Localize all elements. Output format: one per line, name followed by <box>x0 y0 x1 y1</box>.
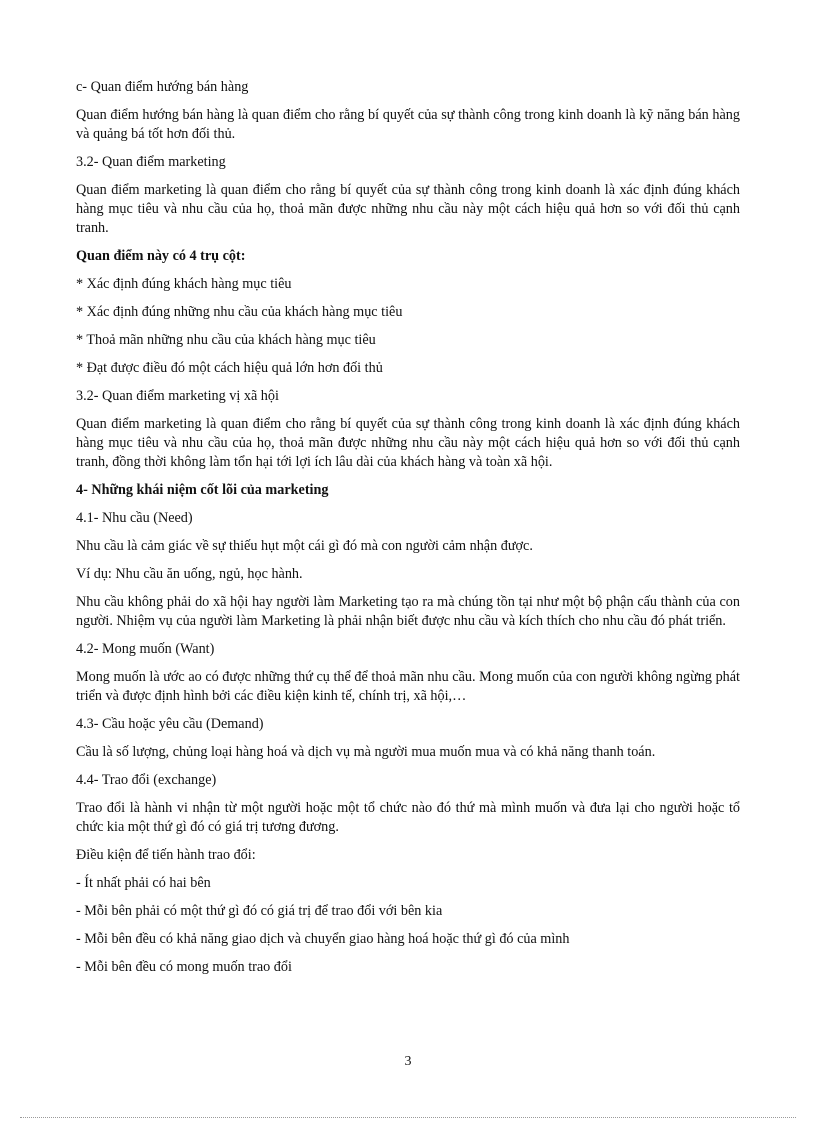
list-item: - Ít nhất phải có hai bên <box>76 875 211 891</box>
body-paragraph: Trao đổi là hành vi nhận từ một người hoặc một tổ chức nào đó thứ mà mình muốn và đưa lại cho người hoặc tổ chức kia một thứ gì đó có giá trị tương đương. <box>76 800 740 835</box>
example-line: Ví dụ: Nhu cầu ăn uống, ngủ, học hành. <box>76 566 303 582</box>
bullet-item: * Xác định đúng khách hàng mục tiêu <box>76 276 292 292</box>
body-paragraph: Nhu cầu không phải do xã hội hay người làm Marketing tạo ra mà chúng tồn tại như một bộ phận cấu thành của con người. Nhiệm vụ của người làm Marketing là phải nhận biết được nhu cầu và kích thích cho nhu cầu đó phát triển. <box>76 594 740 629</box>
page-bottom-divider <box>20 1117 796 1118</box>
bullet-item: * Thoả mãn những nhu cầu của khách hàng mục tiêu <box>76 332 376 348</box>
bold-heading: Quan điểm này có 4 trụ cột: <box>76 248 246 264</box>
list-item: - Mỗi bên đều có khả năng giao dịch và chuyển giao hàng hoá hoặc thứ gì đó của mình <box>76 931 570 947</box>
page-number: 3 <box>404 1054 412 1069</box>
subsection-heading: 3.2- Quan điểm marketing <box>76 154 226 170</box>
bullet-item: * Đạt được điều đó một cách hiệu quả lớn hơn đối thủ <box>76 360 383 376</box>
section-heading: 4- Những khái niệm cốt lõi của marketing <box>76 482 329 498</box>
body-paragraph: Quan điểm hướng bán hàng là quan điểm cho rằng bí quyết của sự thành công trong kinh doanh là kỹ năng bán hàng và quảng bá tốt hơn đối thủ. <box>76 107 740 142</box>
body-paragraph: Quan điểm marketing là quan điểm cho rằng bí quyết của sự thành công trong kinh doanh là xác định đúng khách hàng mục tiêu và nhu cầu của họ, thoả mãn được những nhu cầu này một cách hiệu quả hơn so với đối thủ cạnh tranh. <box>76 182 740 236</box>
list-item: - Mỗi bên phải có một thứ gì đó có giá trị để trao đổi với bên kia <box>76 903 443 919</box>
subsection-heading: 4.1- Nhu cầu (Need) <box>76 510 193 526</box>
body-paragraph: Quan điểm marketing là quan điểm cho rằng bí quyết của sự thành công trong kinh doanh là xác định đúng khách hàng mục tiêu và nhu cầu của họ, thoả mãn được những nhu cầu này một cách hiệu quả hơn so với đối thủ cạnh tranh, đồng thời không làm tổn hại tới lợi ích lâu dài của khách hàng và toàn xã hội. <box>76 416 740 470</box>
body-paragraph: Cầu là số lượng, chủng loại hàng hoá và dịch vụ mà người mua muốn mua và có khả năng thanh toán. <box>76 744 656 760</box>
body-paragraph: Điều kiện để tiến hành trao đổi: <box>76 847 256 863</box>
bullet-item: * Xác định đúng những nhu cầu của khách hàng mục tiêu <box>76 304 403 320</box>
subsection-heading: 3.2- Quan điểm marketing vị xã hội <box>76 388 279 404</box>
body-paragraph: Mong muốn là ước ao có được những thứ cụ thể để thoả mãn nhu cầu. Mong muốn của con người không ngừng phát triển và được định hình bởi các điều kiện kinh tế, chính trị, xã hội,… <box>76 669 740 704</box>
subsection-heading: 4.3- Cầu hoặc yêu cầu (Demand) <box>76 716 264 732</box>
body-paragraph: Nhu cầu là cảm giác về sự thiếu hụt một cái gì đó mà con người cảm nhận được. <box>76 538 533 554</box>
subsection-heading: 4.2- Mong muốn (Want) <box>76 641 215 657</box>
subsection-heading: 4.4- Trao đổi (exchange) <box>76 772 217 788</box>
document-page <box>76 78 740 986</box>
list-item: - Mỗi bên đều có mong muốn trao đổi <box>76 959 292 975</box>
subsection-heading: c- Quan điểm hướng bán hàng <box>76 79 249 95</box>
